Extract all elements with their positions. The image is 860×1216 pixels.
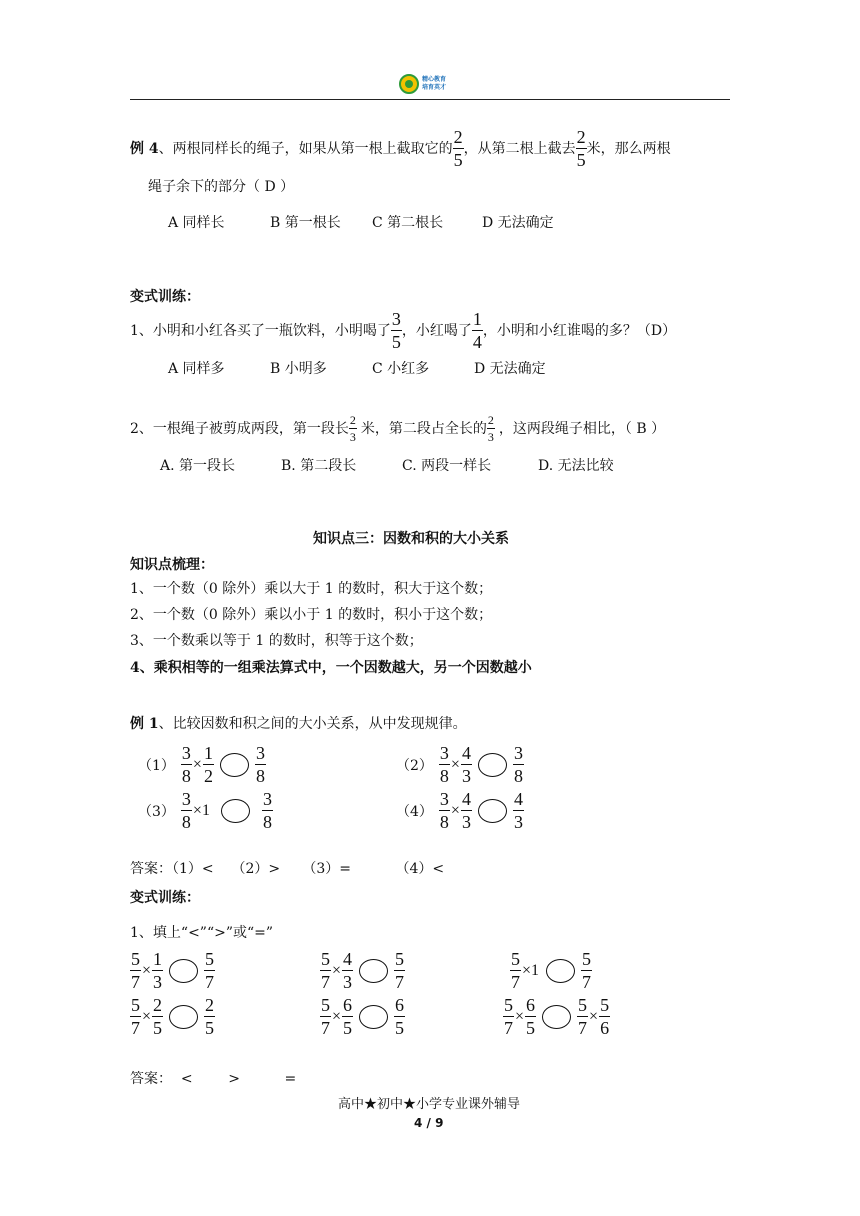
fraction: $\frac{1}{4}$ — [472, 309, 482, 352]
variant2-answer: 答案： < > = — [130, 1071, 297, 1087]
logo-icon — [399, 74, 419, 94]
footer-line: 高中★初中★小学专业课外辅导 — [338, 1097, 521, 1112]
variant2-title: 变式训练： — [130, 890, 200, 906]
ex4-label: 例 4 — [130, 140, 159, 157]
answer-circle[interactable] — [478, 753, 507, 777]
cmp-1: $\frac{5}{7}$ × $\frac{1}{3}$ $\frac{5}{7}$ — [131, 949, 215, 992]
fraction: $\frac{2}{3}$ — [487, 413, 494, 444]
ex4-option-c: C 第二根长 — [372, 215, 444, 231]
answer-circle[interactable] — [169, 1005, 198, 1029]
ex1-line: 例 1、比较因数和积之间的大小关系，从中发现规律。 — [130, 716, 467, 732]
point-2: 2、一个数（0 除外）乘以小于 1 的数时，积小于这个数； — [130, 607, 493, 623]
answer-circle[interactable] — [359, 959, 388, 983]
cmp-2: $\frac{5}{7}$ × $\frac{4}{3}$ $\frac{5}{7}$ — [321, 949, 405, 992]
fraction: $\frac{2}{5}$ — [576, 127, 586, 170]
ex4-line1: 例 4 、两根同样长的绳子，如果从第一根上截取它的 $\frac{2}{5}$ ，从第二根上截去 $\frac{2}{5}$ 米，那么两根 — [130, 127, 671, 170]
answer-circle[interactable] — [546, 959, 575, 983]
v1q2-option-d: D. 无法比较 — [538, 458, 614, 474]
fraction: $\frac{3}{5}$ — [391, 309, 401, 352]
v1q2-option-b: B. 第二段长 — [281, 458, 357, 474]
v1q1-option-a: A 同样多 — [168, 361, 225, 377]
cmp-5: $\frac{5}{7}$ × $\frac{6}{5}$ $\frac{6}{5}$ — [321, 995, 405, 1038]
ex1-item-2: （2） $\frac{3}{8}$ × $\frac{4}{3}$ $\frac{3}{8}$ — [396, 743, 523, 786]
answer-circle[interactable] — [542, 1005, 571, 1029]
answer-circle[interactable] — [220, 753, 249, 777]
fraction: $\frac{2}{3}$ — [349, 413, 356, 444]
cmp-6: $\frac{5}{7}$ × $\frac{6}{5}$ $\frac{5}{7}$ × $\frac{5}{6}$ — [504, 995, 610, 1038]
v1q2-option-c: C. 两段一样长 — [402, 458, 492, 474]
header-rule — [130, 99, 730, 100]
point-3: 3、一个数乘以等于 1 的数时，积等于这个数； — [130, 633, 423, 649]
ex4-option-b: B 第一根长 — [270, 215, 341, 231]
point-4: 4、乘积相等的一组乘法算式中，一个因数越大，另一个因数越小 — [130, 660, 532, 676]
answer-circle[interactable] — [221, 799, 250, 823]
page-number: 4 / 9 — [414, 1116, 444, 1130]
answer-circle[interactable] — [359, 1005, 388, 1029]
section3-title: 知识点三：因数和积的大小关系 — [313, 531, 509, 547]
answer-circle[interactable] — [478, 799, 507, 823]
ex4-option-a: A 同样长 — [168, 215, 225, 231]
ex4-option-d: D 无法确定 — [482, 215, 554, 231]
variant1-q1: 1、小明和小红各买了一瓶饮料，小明喝了 $\frac{3}{5}$ ，小红喝了 $\frac{1}{4}$ ，小明和小红谁喝的多？（D） — [130, 309, 677, 352]
v1q1-option-c: C 小红多 — [372, 361, 430, 377]
ex1-item-4: （4） $\frac{3}{8}$ × $\frac{4}{3}$ $\frac{4}{3}$ — [396, 789, 523, 832]
logo-text: 精心教育 培育英才 — [422, 76, 447, 91]
ex1-item-3: （3） $\frac{3}{8}$ ×1 $\frac{3}{8}$ — [138, 789, 272, 832]
answer-circle[interactable] — [169, 959, 198, 983]
cmp-3: $\frac{5}{7}$ ×1 $\frac{5}{7}$ — [511, 949, 592, 992]
variant1-q2: 2、一根绳子被剪成两段，第一段长 $\frac{2}{3}$ 米，第二段占全长的 $\frac{2}{3}$ ，这两段绳子相比，（ B ） — [130, 413, 666, 444]
variant2-q1: 1、填上“<”“>”或“=” — [130, 925, 274, 941]
section3-subtitle: 知识点梳理： — [130, 557, 214, 573]
v1q2-option-a: A. 第一段长 — [160, 458, 236, 474]
fraction: $\frac{2}{5}$ — [453, 127, 463, 170]
v1q1-option-b: B 小明多 — [270, 361, 327, 377]
ex1-item-1: （1） $\frac{3}{8}$ × $\frac{1}{2}$ $\frac{3}{8}$ — [138, 743, 265, 786]
point-1: 1、一个数（0 除外）乘以大于 1 的数时，积大于这个数； — [130, 581, 493, 597]
ex1-answer: 答案：（1）< （2）> （3）= （4）< — [130, 861, 445, 877]
variant1-title: 变式训练： — [130, 289, 200, 305]
cmp-4: $\frac{5}{7}$ × $\frac{2}{5}$ $\frac{2}{5}$ — [131, 995, 215, 1038]
ex4-line2: 绳子余下的部分（ D ） — [148, 179, 295, 195]
v1q1-option-d: D 无法确定 — [474, 361, 546, 377]
header-logo — [399, 74, 446, 94]
